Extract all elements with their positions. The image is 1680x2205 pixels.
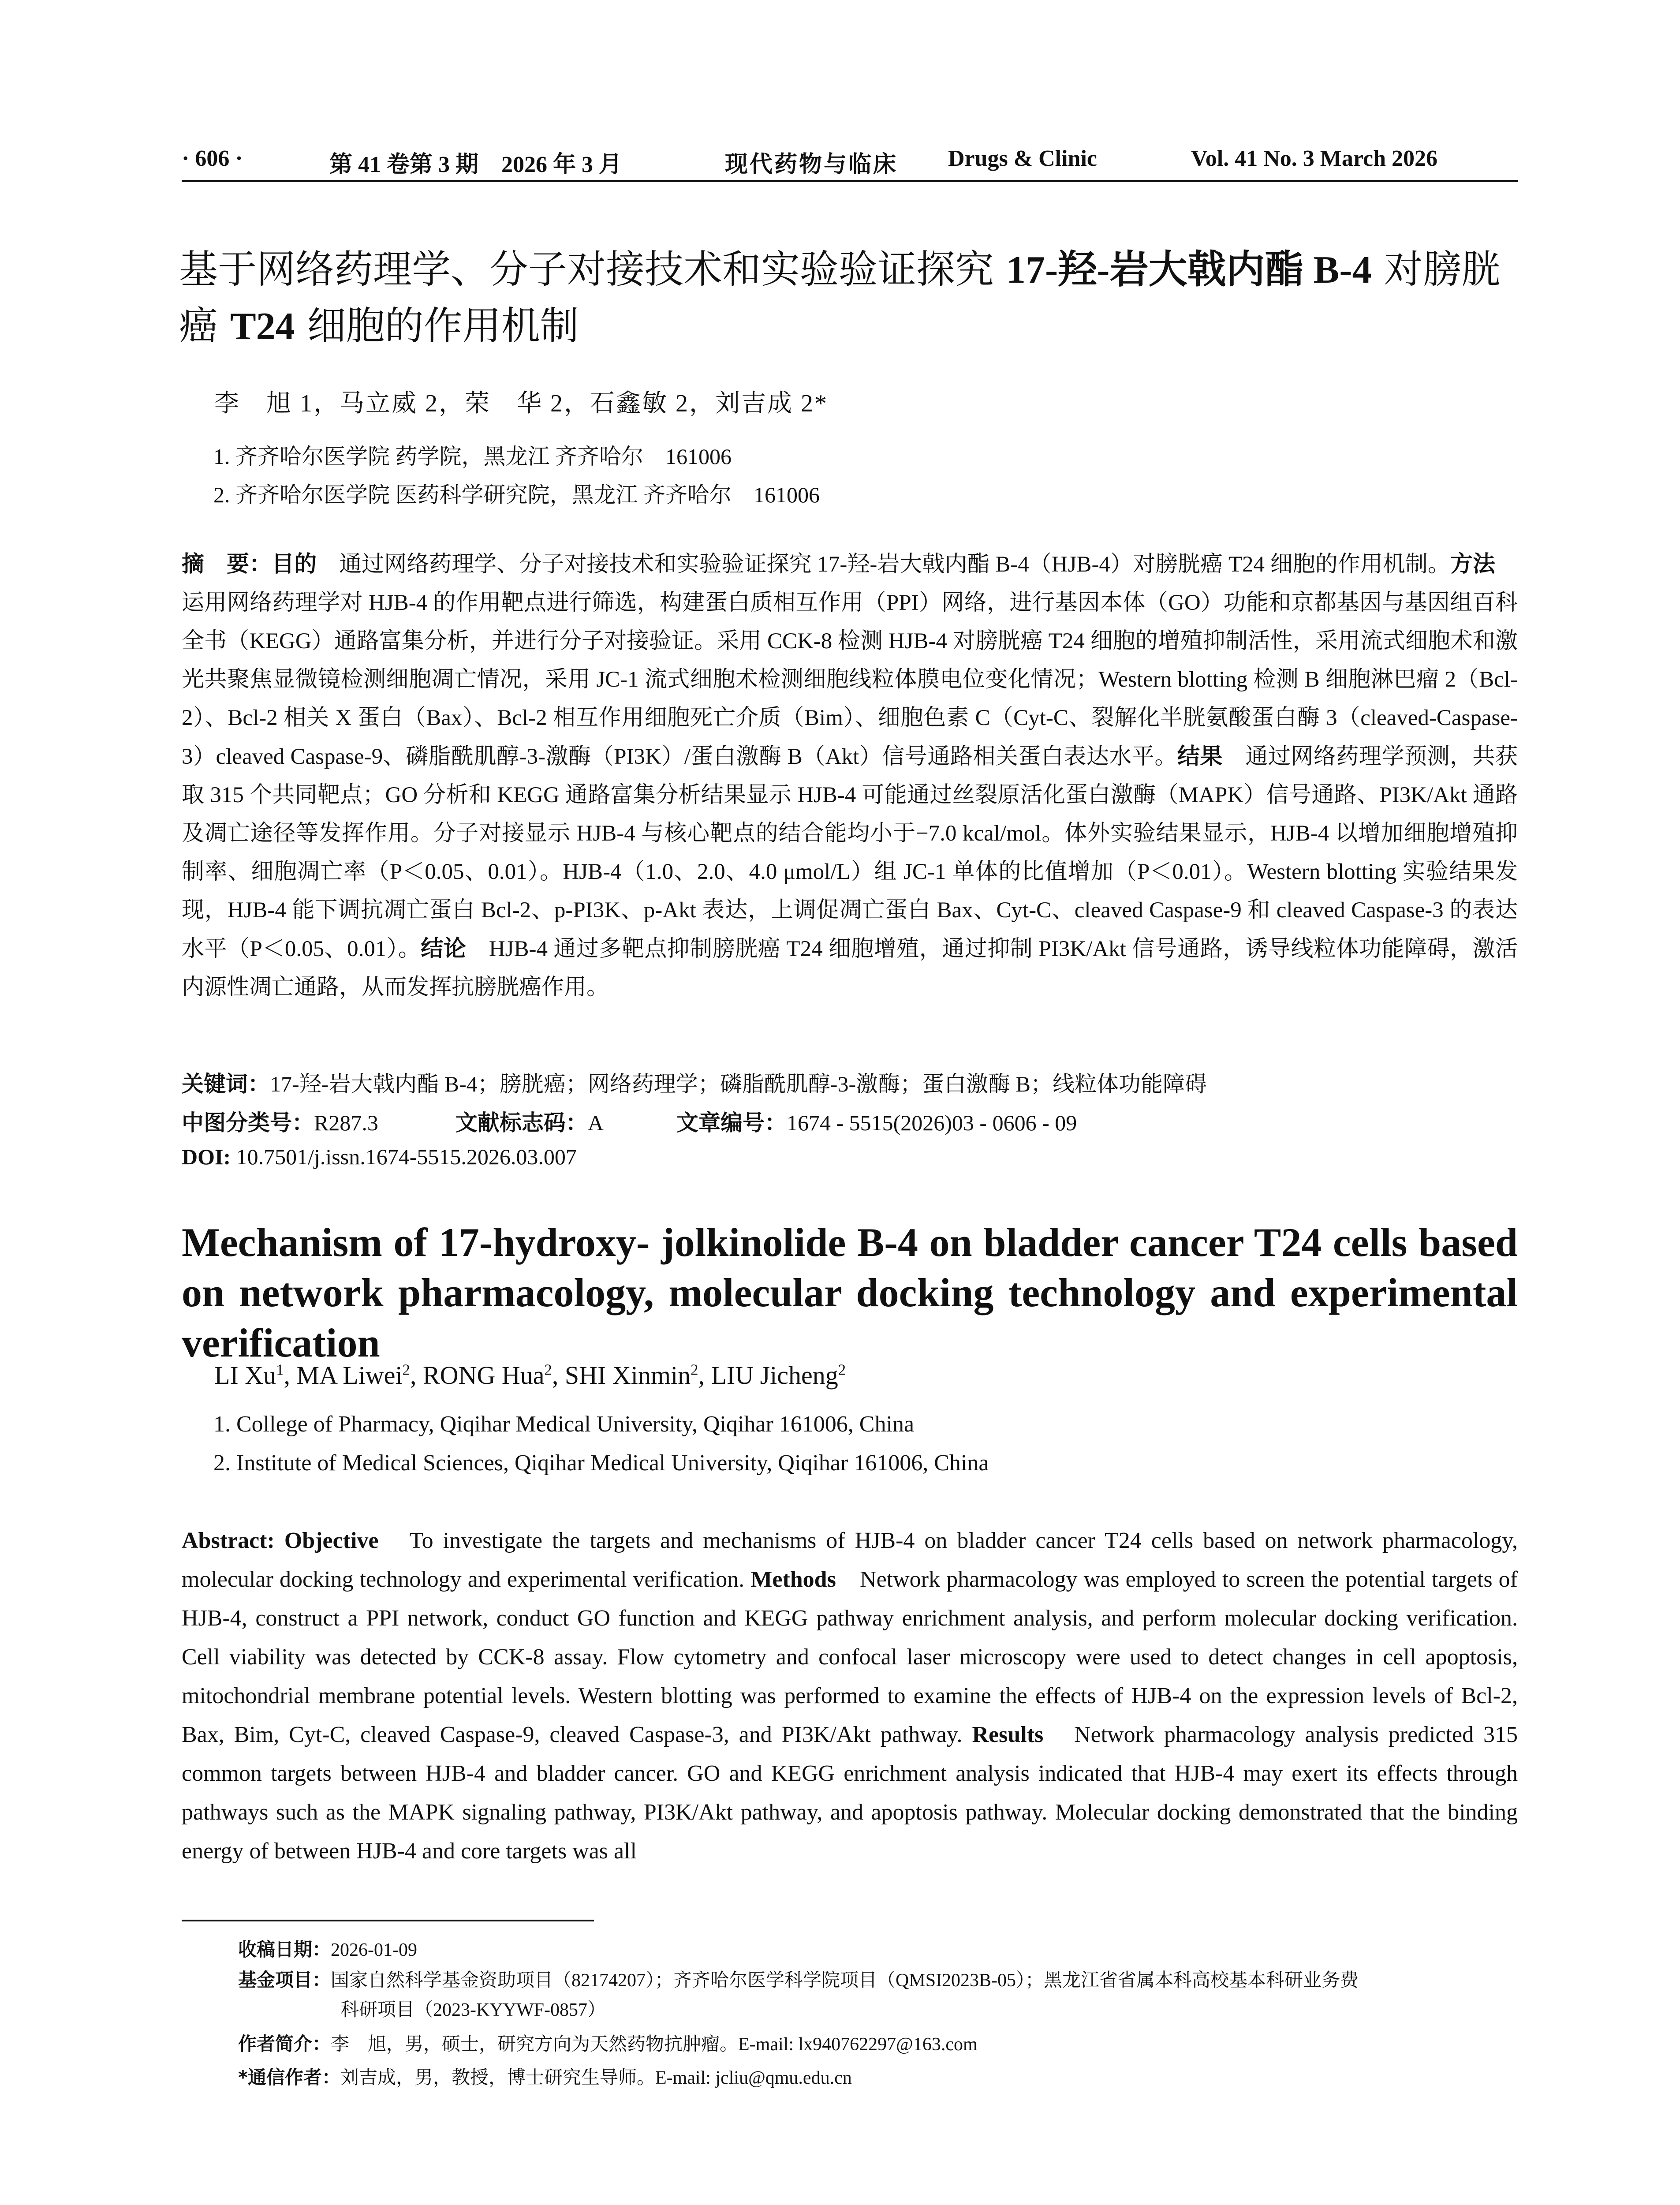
- fund-text: 国家自然科学基金资助项目（82174207）；齐齐哈尔医学科学院项目（QMSI2023B-05）；黑龙江省省属本科高校基本科研业务费: [331, 1970, 1359, 1991]
- corresponding-label: *通信作者：: [238, 2067, 340, 2088]
- doi-line: [182, 1144, 577, 1170]
- footnote-fund: [238, 1966, 1359, 1992]
- affiliation-cn-1: 1. 齐齐哈尔医学院 药学院，黑龙江 齐齐哈尔 161006: [213, 444, 732, 469]
- authors-en: [214, 1360, 846, 1390]
- clc-value: R287.3: [314, 1110, 378, 1135]
- author-en: , SHI Xinmin: [552, 1361, 691, 1390]
- classification-line: [182, 1105, 1077, 1137]
- author-en: , LIU Jicheng: [698, 1361, 838, 1390]
- corresponding-text: 刘吉成，男，教授，博士研究生导师。E-mail: jcliu@qmu.edu.cn: [340, 2068, 852, 2088]
- footnote-received: [238, 1935, 417, 1962]
- issue-cn: 第 41 卷第 3 期 2026 年 3 月: [329, 152, 622, 177]
- article-number-label: 文章编号：: [676, 1110, 787, 1136]
- author-en: , MA Liwei: [284, 1361, 403, 1390]
- abstract-en: [182, 1521, 1518, 1871]
- author-affil-mark: 2: [544, 1361, 552, 1379]
- objective-text: 通过网络药理学、分子对接技术和实验验证探究 17-羟-岩大戟内酯 B-4（HJB-4）对膀胱癌 T24 细胞的作用机制。: [317, 552, 1450, 577]
- affiliation-en-2: 2. Institute of Medical Sciences, Qiqihar Medical University, Qiqihar 161006, China: [213, 1450, 989, 1476]
- authors-cn: 李 旭 1，马立威 2，荣 华 2，石鑫敏 2，刘吉成 2*: [214, 390, 828, 417]
- author-en: , RONG Hua: [410, 1361, 545, 1390]
- doi-value: 10.7501/j.issn.1674-5515.2026.03.007: [231, 1144, 577, 1169]
- title-cn: [179, 242, 1519, 355]
- results-en-text: Network pharmacology analysis predicted 315 common targets between HJB-4 and bladder cancer. GO and KEGG enrichment analysis indicated that HJB-4 may exert its effects through pathways such as the MAPK signaling pathway, PI3K/Akt pathway, and apoptosis pathway. Molecular docking demonstrated that the binding energy of between HJB-4 and core targets was all: [182, 1722, 1518, 1864]
- author-bio-label: 作者简介：: [238, 2033, 331, 2055]
- affiliation-en-1: 1. College of Pharmacy, Qiqihar Medical University, Qiqihar 161006, China: [213, 1412, 915, 1437]
- footnote-corresponding: [238, 2063, 852, 2089]
- keywords-label: 关键词：: [182, 1071, 270, 1097]
- author-affil-mark: 2: [838, 1361, 846, 1379]
- running-header: [182, 140, 1518, 182]
- keywords: [182, 1066, 1207, 1098]
- objective-label: 目的: [272, 551, 317, 577]
- author-affil-mark: 2: [691, 1361, 698, 1379]
- author-affil-mark: 1: [276, 1361, 284, 1379]
- conclusion-text: HJB-4 通过多靶点抑制膀胱癌 T24 细胞增殖，通过抑制 PI3K/Akt 信号通路，诱导线粒体功能障碍，激活内源性凋亡通路，从而发挥抗膀胱癌作用。: [182, 937, 1518, 1000]
- author-en: LI Xu: [214, 1361, 276, 1390]
- journal-name-cn: 现代药物与临床: [725, 151, 898, 178]
- title-cn-cellline: T24: [230, 305, 295, 348]
- conclusion-label: 结论: [421, 936, 467, 962]
- doc-code-label: 文献标志码：: [455, 1110, 588, 1136]
- doi-label: DOI:: [182, 1144, 231, 1169]
- clc-label: 中图分类号：: [182, 1110, 314, 1136]
- methods-en-text: Network pharmacology was employed to screen the potential targets of HJB-4, construct a PPI network, conduct GO function and KEGG pathway enrichment analysis, and perform molecular docking verification. Cell viability was detected by CCK-8 assay. Flow cytometry and confocal laser microscopy were used to detect changes in cell apoptosis, mitochondrial membrane potential levels. Western blotting was performed to examine the effects of HJB-4 on the expression levels of Bcl-2, Bax, Bim, Cyt-C, cleaved Caspase-9, cleaved Caspase-3, and PI3K/Akt pathway.: [182, 1567, 1518, 1747]
- title-cn-part: 对膀胱癌: [179, 247, 1501, 348]
- abstract-en-label: Abstract: Objective: [182, 1528, 379, 1553]
- methods-en-label: Methods: [750, 1567, 836, 1592]
- title-cn-part: 基于网络药理学、分子对接技术和实验验证探究: [179, 247, 1006, 292]
- page-number: · 606 ·: [182, 146, 243, 171]
- footnote-rule: [182, 1920, 594, 1921]
- title-cn-part: 细胞的作用机制: [295, 303, 579, 348]
- footnote-fund-cont: 科研项目（2023-KYYWF-0857）: [340, 2000, 606, 2020]
- author-bio-text: 李 旭，男，硕士，研究方向为天然药物抗肿瘤。E-mail: lx940762297@163.com: [331, 2034, 978, 2055]
- title-en: Mechanism of 17-hydroxy- jolkinolide B-4 on bladder cancer T24 cells based on network pharmacology, molecular docking technology and experimental verification: [182, 1220, 1518, 1365]
- results-label: 结果: [1177, 744, 1223, 770]
- results-text: 通过网络药理学预测，共获取 315 个共同靶点；GO 分析和 KEGG 通路富集分析结果显示 HJB-4 可能通过丝裂原活化蛋白激酶（MAPK）信号通路、PI3K/Akt 通路及凋亡途径等发挥作用。分子对接显示 HJB-4 与核心靶点的结合能均小于−7.0 kcal/mol。体外实验结果显示，HJB-4 以增加细胞增殖抑制率、细胞凋亡率（P＜0.05、0.01）。HJB-4（1.0、2.0、4.0 μmol/L）组 JC-1 单体的比值增加（P＜0.01）。Western blotting 实验结果发现，HJB-4 能下调抗凋亡蛋白 Bcl-2、p-PI3K、p-Akt 表达，上调促凋亡蛋白 Bax、Cyt-C、cleaved Caspase-9 和 cleaved Caspase-3 的表达水平（P＜0.05、0.01）。: [182, 744, 1518, 961]
- doc-code-value: A: [587, 1110, 604, 1135]
- received-label: 收稿日期：: [238, 1939, 331, 1960]
- abstract-cn-label: 摘 要：: [182, 551, 272, 577]
- results-en-label: Results: [972, 1722, 1044, 1747]
- journal-name-en: Drugs & Clinic: [948, 146, 1097, 171]
- abstract-cn: [182, 545, 1518, 1007]
- issue-en: Vol. 41 No. 3 March 2026: [1191, 146, 1437, 171]
- methods-text: 运用网络药理学对 HJB-4 的作用靶点进行筛选，构建蛋白质相互作用（PPI）网络，进行基因本体（GO）功能和京都基因与基因组百科全书（KEGG）通路富集分析，并进行分子对接验证。采用 CCK-8 检测 HJB-4 对膀胱癌 T24 细胞的增殖抑制活性，采用流式细胞术和激光共聚焦显微镜检测细胞凋亡情况，采用 JC-1 流式细胞术检测细胞线粒体膜电位变化情况；Western blotting 检测 B 细胞淋巴瘤 2（Bcl-2）、Bcl-2 相关 X 蛋白（Bax）、Bcl-2 相互作用细胞死亡介质（Bim）、细胞色素 C（Cyt-C、裂解化半胱氨酸蛋白酶 3（cleaved-Caspase-3）cleaved Caspase-9、磷脂酰肌醇-3-激酶（PI3K）/蛋白激酶 B（Akt）信号通路相关蛋白表达水平。: [182, 552, 1518, 769]
- methods-label: 方法: [1450, 551, 1495, 577]
- author-affil-mark: 2: [402, 1361, 410, 1379]
- objective-en-text: To investigate the targets and mechanisms of HJB-4 on bladder cancer T24 cells based on network pharmacology, molecular docking technology and experimental verification.: [182, 1528, 1518, 1592]
- keywords-text: 17-羟-岩大戟内酯 B-4；膀胱癌；网络药理学；磷脂酰肌醇-3-激酶；蛋白激酶 B；线粒体功能障碍: [270, 1072, 1207, 1096]
- fund-label: 基金项目：: [238, 1969, 331, 1991]
- affiliation-cn-2: 2. 齐齐哈尔医学院 医药科学研究院，黑龙江 齐齐哈尔 161006: [213, 482, 820, 507]
- footnote-author: [238, 2029, 978, 2056]
- received-date: 2026-01-09: [331, 1940, 417, 1960]
- title-cn-compound: 17-羟-岩大戟内酯 B-4: [1006, 249, 1372, 292]
- article-number-value: 1674 - 5515(2026)03 - 0606 - 09: [786, 1110, 1077, 1135]
